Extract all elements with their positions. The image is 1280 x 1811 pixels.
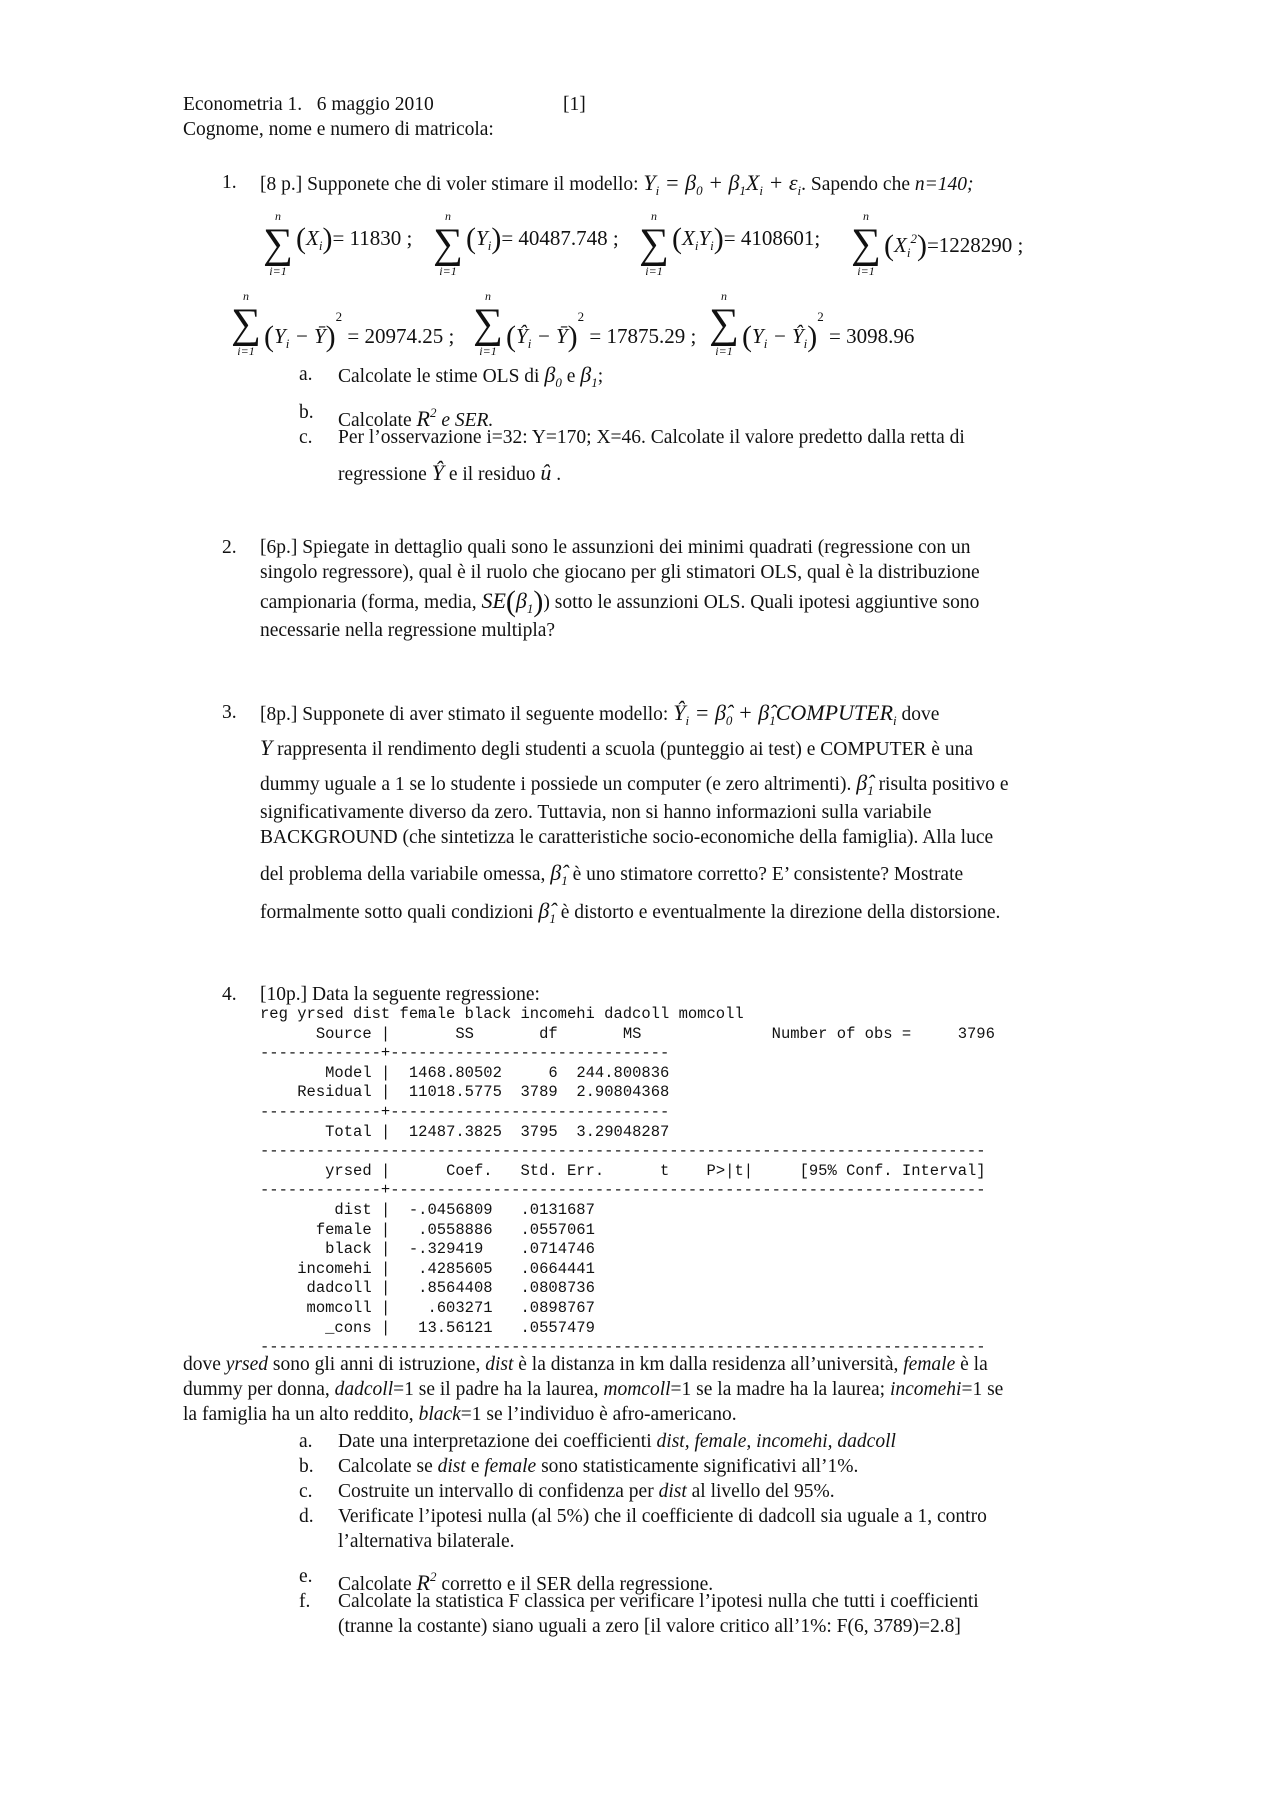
sum-symbol-7: n ∑ i=1 [709, 289, 739, 358]
sum-symbol-4: n ∑ i=1 [851, 209, 881, 278]
q1-intro-text: [8 p.] Supponete che di voler stimare il modello: [260, 174, 639, 195]
tss-value: = 20974.25 ; [347, 324, 455, 348]
q3-line1b: dove [901, 704, 940, 725]
course-name: Econometria 1. [183, 94, 303, 115]
q1-item-a [338, 362, 603, 395]
y-symbol: Y [260, 735, 273, 760]
q3-number: 3. [222, 702, 237, 723]
q3-line7 [260, 898, 1000, 931]
q1-item-a-text: Calcolate le stime OLS di [338, 366, 540, 387]
q1-item-c-text3: e il residuo [448, 464, 536, 485]
q2-line2: singolo regressore), qual è il ruolo che giocano per gli stimatori OLS, qual è la distribuzione [260, 562, 980, 583]
sum-symbol-3: n ∑ i=1 [639, 209, 669, 278]
q3-line3b: risulta positivo e [878, 774, 1009, 795]
q4-item-b: Calcolate se dist e female sono statisticamente significativi all’1%. [338, 1456, 859, 1477]
q3-line4: significativamente diverso da zero. Tuttavia, non si hanno informazioni sulla variabile [260, 802, 932, 823]
q1-item-b-letter: b. [299, 402, 314, 423]
sum-symbol-6: n ∑ i=1 [473, 289, 503, 358]
q3-line2-text: rappresenta il rendimento degli studenti a scuola (punteggio ai test) e COMPUTER è una [277, 739, 973, 760]
course-title [183, 92, 434, 117]
q1-item-c-line2: regressione Ŷ e il residuo û . [338, 460, 562, 485]
q4-item-a: Date una interpretazione dei coefficienti dist, female, incomehi, dadcoll [338, 1431, 896, 1452]
uhat-symbol: û [540, 460, 552, 485]
coef-row: dadcoll | .8564408 .0808736 [306, 1279, 595, 1298]
ssr-expr: ($Y_i$ − $Ŷ_i)^2 = 3098.96$ [742, 309, 915, 353]
q4-item-e: Calcolate $R^2$ corretto e il SER della regressione. [338, 1569, 714, 1595]
q4-item-d-line1: Verificate l’ipotesi nulla (al 5%) che il coefficiente di dadcoll sia uguale a 1, contro [338, 1506, 987, 1527]
coef-header: yrsed | Coef. Std. Err. t P>|t| [95% Conf. Interval] [325, 1161, 986, 1180]
q1-intro-after: . Sapendo che [801, 174, 910, 195]
q3-line7a: formalmente sotto quali condizioni [260, 902, 534, 923]
q1-item-a-letter: a. [299, 364, 313, 385]
q4-item-f-line2: (tranne la costante) siano uguali a zero [il valore critico all’1%: F(6, 3789)=2.8] [338, 1616, 961, 1637]
coef-row: _cons | 13.56121 .0557479 [325, 1318, 595, 1337]
r2-symbol-2: $R^2$ [416, 1569, 437, 1595]
beta1-symbol: $\beta_1$ [580, 362, 598, 390]
q3-line6 [260, 860, 963, 893]
q4-item-d-line2: l’alternativa bilaterale. [338, 1531, 515, 1552]
q4-desc-line2: dummy per donna, dadcoll=1 se il padre ha la laurea, momcoll=1 se la madre ha la laurea; incomehi=1 se [183, 1379, 1004, 1400]
coef-row: black | -.329419 .0714746 [325, 1240, 595, 1259]
anova-row-model: Model | 1468.80502 6 244.800836 [325, 1063, 670, 1082]
q3-line1a: [8p.] Supponete di aver stimato il seguente modello: [260, 704, 669, 725]
q1-ser: e SER. [441, 410, 494, 431]
q4-intro: [10p.] Data la seguente regressione: [260, 984, 540, 1005]
q1-n-value: n=140; [914, 174, 974, 195]
name-line: Cognome, nome e numero di matricola: [183, 119, 494, 140]
q1-and: e [566, 366, 576, 387]
q3-model-formula: $Ŷ_i$ = $\betâ_0$ + $\betâ_1COMPUTER_i$ [673, 700, 897, 728]
q1-item-c-letter: c. [299, 427, 313, 448]
q2-line1: [6p.] Spiegate in dettaglio quali sono le assunzioni dei minimi quadrati (regressione con un [260, 537, 971, 558]
q1-intro [260, 170, 974, 203]
sum-symbol-1: n ∑ i=1 [263, 209, 293, 278]
q4-item-a-letter: a. [299, 1431, 313, 1452]
page-marker: [1] [563, 94, 586, 115]
coef-row: momcoll | .603271 .0898767 [306, 1298, 595, 1317]
q2-number: 2. [222, 537, 237, 558]
q1-item-b-text: Calcolate [338, 410, 412, 431]
beta1-hat-symbol-1: $\betâ_1$ [856, 770, 874, 798]
yhat-symbol: Ŷ [431, 460, 444, 485]
se-beta1-symbol: $SE(\beta_1)$ [481, 585, 544, 618]
sum-y-expr: $(Y_i)= 40487.748$ ; [466, 222, 619, 255]
sum-x-expr: $(X_i)= 11830$ ; [296, 222, 413, 255]
anova-row-residual: Residual | 11018.5775 3789 2.90804368 [297, 1083, 670, 1102]
q3-line7b: è distorto e eventualmente la direzione della distorsione. [560, 902, 1001, 923]
q2-line3 [260, 585, 980, 621]
q4-item-e-letter: e. [299, 1566, 313, 1587]
stata-command: reg yrsed dist female black incomehi dadcoll momcoll [260, 1005, 744, 1023]
q4-item-c-letter: c. [299, 1481, 313, 1502]
q4-item-f-letter: f. [299, 1591, 311, 1612]
q3-line6a: del problema della variabile omessa, [260, 864, 546, 885]
q4-item-d-letter: d. [299, 1506, 314, 1527]
sum-symbol-5: n ∑ i=1 [231, 289, 261, 358]
r2-symbol: $R^2$ [416, 405, 437, 431]
sum-symbol-2: n ∑ i=1 [433, 209, 463, 278]
q1-number: 1. [222, 172, 237, 193]
tss-expr: ($Y_i$ − Ȳ)$^2$ = 20974.25 ; [264, 309, 455, 353]
ess-value: = 17875.29 ; [589, 324, 697, 348]
q4-item-b-letter: b. [299, 1456, 314, 1477]
coef-row: female | .0558886 .0557061 [315, 1220, 595, 1239]
sum-y-value: = 40487.748 ; [501, 226, 619, 250]
q2-line3b: ) sotto le assunzioni OLS. Quali ipotesi aggiuntive sono [543, 592, 980, 613]
q1-item-c-line1: Per l’osservazione i=32: Y=170; X=46. Calcolate il valore predetto dalla retta di [338, 427, 965, 448]
q3-line2 [260, 735, 973, 762]
sum-x2-value: =1228290 ; [926, 233, 1024, 257]
sum-xy-expr: $(X_iY_i)= 4108601$; [672, 222, 821, 255]
q3-line3 [260, 770, 1009, 803]
q4-number: 4. [222, 984, 237, 1005]
ssr-value: = 3098.96 [829, 324, 915, 348]
beta1-hat-symbol-3: $\betâ_1$ [538, 898, 556, 926]
stata-output: reg yrsed dist female black incomehi dadcoll momcoll Source | SS df MS Number of obs = 3796 -------------+------------------------------ Model | 1468.80502 6 244.800836 Residual | 11018.5775 3789 2.90804368 -------------+------------------------------ Total | 12487.3825 3795 3.29048287 ------------------------------------------------------------------------------ yrsed | Coef. Std. Err. t P>|t| [95% Conf. Interval] -------------+---------------------------------------------------------------- dist | -.0456809 .0131687 female | .0558886 .0557061 black | -.329419 .0714746 incomehi | .4285605 .0664441 dadcoll | .8564408 .0808736 momcoll | .603271 .0898767 _cons | 13.56121 .0557479 ------------------------------------------------------------------------------ [260, 1005, 995, 1357]
q3-line1 [260, 700, 939, 733]
coef-row: dist | -.0456809 .0131687 [334, 1200, 595, 1219]
q1-item-c-text2: regressione [338, 464, 427, 485]
beta1-hat-symbol-2: $\betâ_1$ [550, 860, 568, 888]
q3-line6b: è uno stimatore corretto? E’ consistente? Mostrate [572, 864, 964, 885]
q3-line3a: dummy uguale a 1 se lo studente i possiede un computer (e zero altrimenti). [260, 774, 852, 795]
exam-date: 6 maggio 2010 [316, 94, 434, 115]
q2-line4: necessarie nella regressione multipla? [260, 620, 556, 641]
q3-line5: BACKGROUND (che sintetizza le caratteristiche socio-economiche della famiglia). Alla luce [260, 827, 994, 848]
q1-model-formula: $Y_i = \beta_0 + \beta_1X_i + \varepsilon_i$ [643, 170, 802, 198]
sum-x-value: = 11830 ; [332, 226, 413, 250]
beta0-symbol: $\beta_0$ [544, 362, 562, 390]
sum-xy-value: = 4108601; [723, 226, 821, 250]
ess-expr: ($Ŷ_i$ − Ȳ)$^2$ = 17875.29 ; [506, 309, 697, 353]
q1-semicolon: ; [597, 366, 604, 387]
anova-row-total: Total | 12487.3825 3795 3.29048287 [325, 1122, 670, 1141]
q4-desc-line3: la famiglia ha un alto reddito, black=1 se l’individuo è afro-americano. [183, 1404, 737, 1425]
q4-item-f-line1: Calcolate la statistica F classica per verificare l’ipotesi nulla che tutti i coefficienti [338, 1591, 979, 1612]
q4-desc-line1: dove yrsed sono gli anni di istruzione, dist è la distanza in km dalla residenza all’università, female è la [183, 1354, 988, 1375]
sum-x2-expr: $(X_i^2)=1228290$ ; [884, 229, 1024, 262]
q2-line3a: campionaria (forma, media, [260, 592, 477, 613]
q4-item-c: Costruite un intervallo di confidenza per dist al livello del 95%. [338, 1481, 835, 1502]
coef-row: incomehi | .4285605 .0664441 [297, 1259, 595, 1278]
anova-header: Source | SS df MS Number of obs = 3796 [315, 1024, 995, 1043]
